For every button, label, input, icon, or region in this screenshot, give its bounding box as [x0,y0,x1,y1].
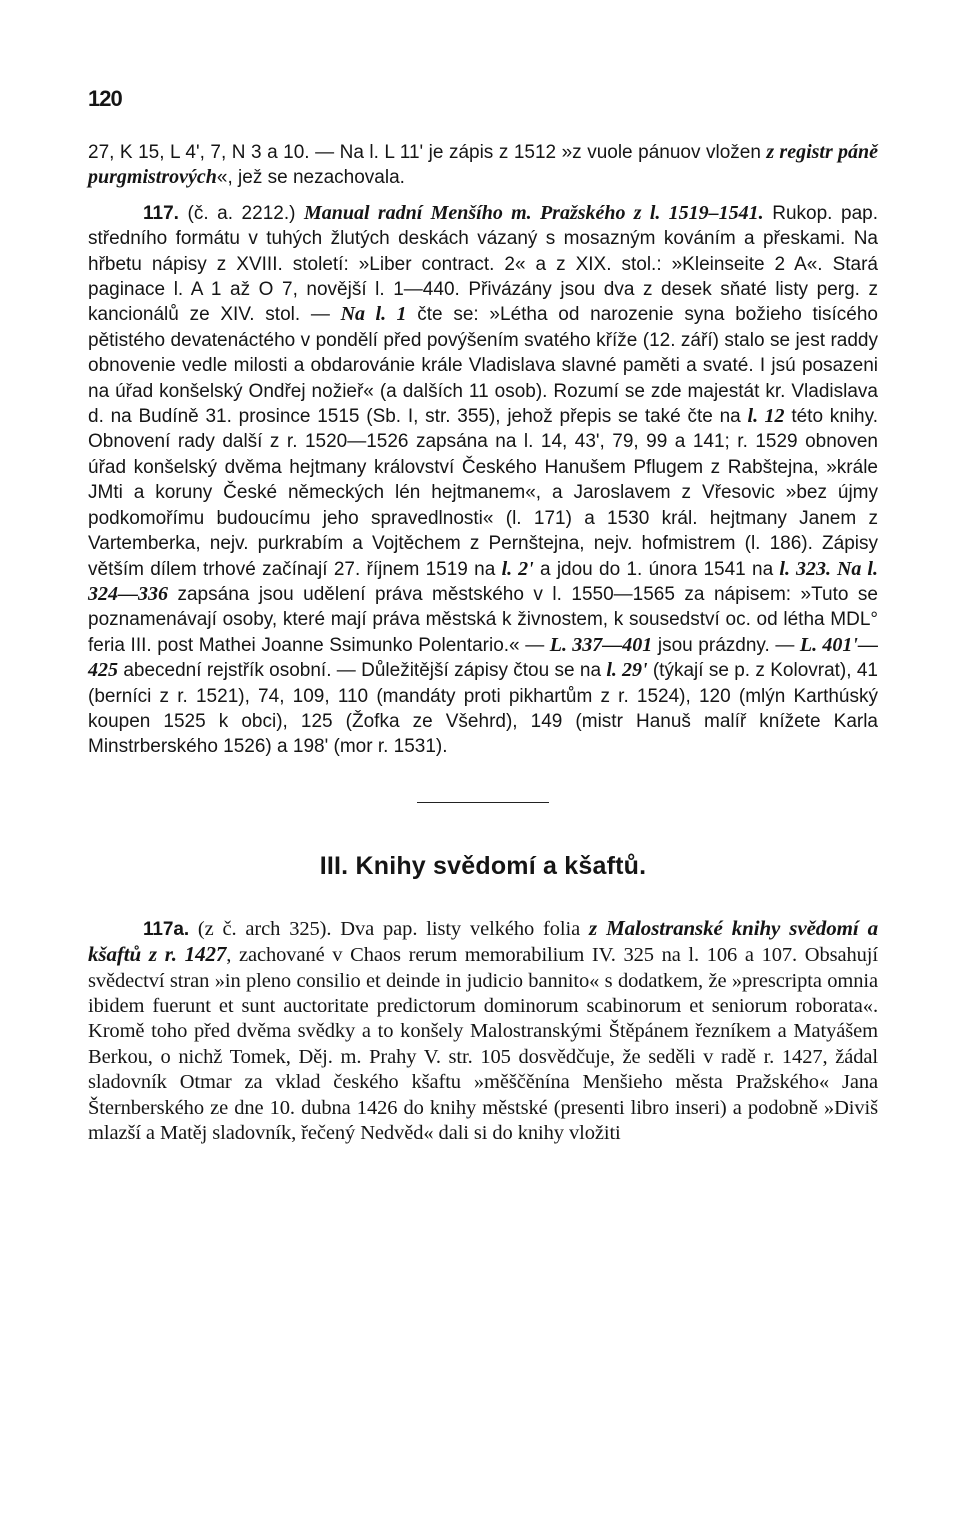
italic-text-run: L. 337—401 [549,633,653,656]
text-run: této knihy. Obnovení rady další z r. 1520—1526 zapsána na l. 14, 43', 79, 99 a 141; r. 1529 obnoven úřad konšelský dvěma hejtmany království Českého Hanušem Pflugem z Rabštejna, »krále JMti a koruny České německých lén hejtmanem«, a Jaroslavem z Vřesovic »bez újmy podkomořímu budoucímu jeho spravedlnosti« (l. 171) a 1530 král. hejtmany Janem z Vartemberka, nejv. purkrabím a Vojtěchem z Pernštejna, nejv. hofmistrem (l. 186). Zápisy větším dílem trhové začínají 27. říjnem 1519 na [88,406,878,580]
italic-text-run: Na l. 1 [340,303,407,326]
text-run: «, jež se nezachovala. [216,167,405,189]
italic-text-run: l. 2' [501,557,534,580]
italic-text-run: z Malostranské knihy svědomí a kšaftů z r. 1427 [88,915,878,967]
entry-number: 117. [143,202,179,224]
text-run: 27, K 15, L 4', 7, N 3 a 10. — Na l. L 11' je zápis z 1512 »z vuole pánuov vložen [88,142,767,163]
text-run: čte se: »Létha od narozenie syna božieho tisícého pětistého devatenáctého v pondělí před povýšením svatého kříže (12. září) stalo se jest raddy obnovenie vedle milosti a obdarovánie krále Vladislava slavné paměti a svaté. I jsú posazeni na úřad konšelský Ondřej nožieř« (a dalších 11 osob). Rozumí se zde majestát kr. Vladislava d. na Budíně 31. prosince 1515 (Sb. I, str. 355), jehož přepis se také čte na [88,304,878,428]
text-run: abecední rejstřík osobní. — Důležitější zápisy čtou se na [118,660,607,682]
italic-text-run: l. 12 [747,405,785,428]
italic-text-run: l. 29' [606,659,648,682]
entry-117 [88,201,878,760]
page-number: 120 [88,86,122,111]
entry-117a [88,916,878,1147]
text-run: jsou prázdny. — [652,634,800,656]
text-run: zapsána jsou udělení práva městského v l. 1550—1565 za nápisem: »Tuto se poznamenávají osoby, které mají práva městská k živnostem, k sousedství oc. od létha MDL° feria III. post Mathei Joanne Ssimunko Polentario.« — [88,583,878,656]
section-heading: III. Knihy svědomí a kšaftů. [319,851,647,880]
italic-text-run: l. 323. Na l. 324—336 [88,557,878,605]
text-run: (týkají se p. z Kolovrat), 41 (berníci z r. 1521), 74, 109, 110 (mandáty proti pikhartům z r. 1524), 120 (mlýn Karthúský koupen 1525 k obci), 125 (Žofka ze Všehrd), 149 (mistr Hanuš malíř knížete Karla Minstrberského 1526) a 198' (mor r. 1531). [88,660,879,758]
text-run: (z č. arch 325). Dva pap. listy velkého folia [189,917,589,940]
text-run: , zachované v Chaos rerum memorabilium IV. 325 na l. 106 a 107. Obsahují svědectví stran »in pleno consilio et deinde in judicio bannito« s dodatkem, že »prescripta omnia ibidem fuerunt et sunt auctoritate predictorum dominorum scabinorum et seniorum roborata«. Kromě toho před dvěma svědky a to konšely Malostranskými Štěpánem řezníkem a Matyášem Berkou, o nichž Tomek, Děj. m. Prahy V. str. 105 dosvědčuje, že seděli v radě r. 1427, žádal sladovník Otmar za vklad českého kšaftu »měščěnína Menšieho města Pražského« Jana Šternberského ze dne 10. dubna 1426 do knihy městské (presenti libro inseri) a podobně »Diviš mlazší a Matěj sladovník, řečený Nedvěd« dali si do knihy vložiti [88,944,878,1144]
text-run: Rukop. pap. středního formátu v tuhých žlutých deskách vázaný s mosazným kováním a přeskami. Na hřbetu nápisy z XVIII. století: »Liber contract. 2« a z XIX. stol.: »Kleinseite 2 A«. Stará paginace l. A 1 až O 7, novější l. 1—440. Přivázány jsou dva z desek sňaté listy perg. z kancionálů ze XIV. stol. — [88,202,878,326]
paragraph-intro [88,140,878,191]
text-run: (č. a. 2212.) [178,202,304,224]
document-page [88,86,878,1146]
italic-text-run: L. 401'—425 [88,633,878,682]
italic-text-run: Manual radní Menšího m. Pražského z l. 1519–1541. [303,201,764,224]
italic-text-run: z registr páně purgmistrových [88,141,878,189]
text-run: a jdou do 1. února 1541 na [533,558,780,580]
entry-number: 117a. [143,918,189,940]
section-divider [417,802,549,803]
